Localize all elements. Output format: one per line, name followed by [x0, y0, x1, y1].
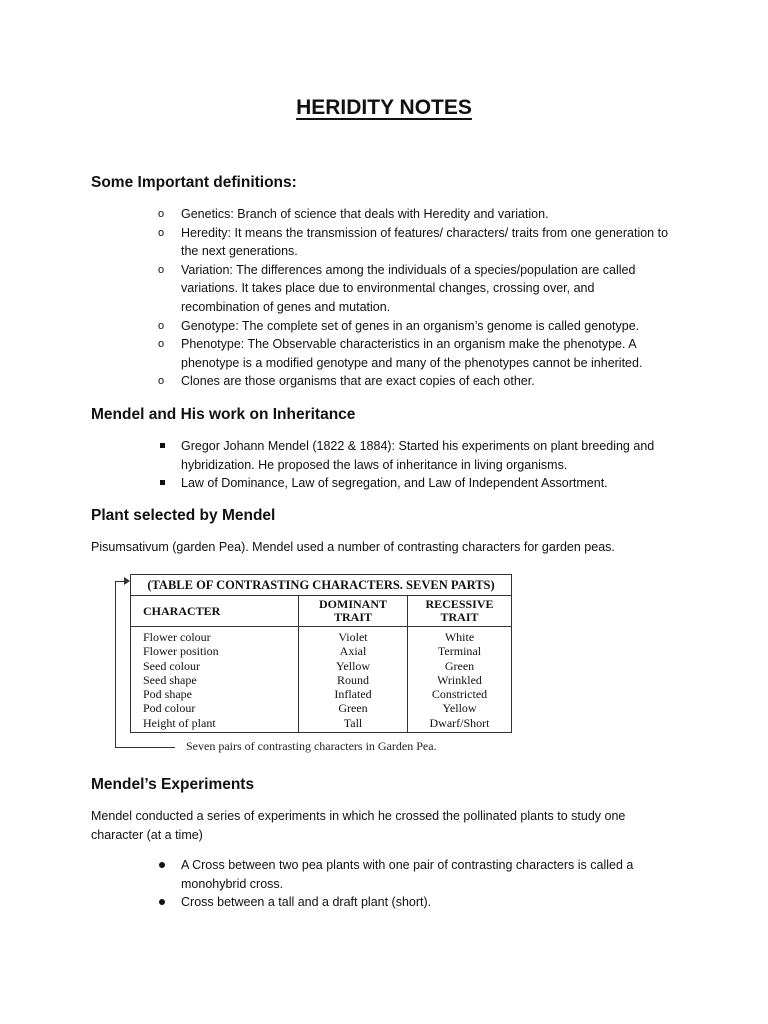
section-heading-plant: Plant selected by Mendel: [91, 507, 276, 524]
table-cell: Wrinkled: [408, 673, 512, 687]
table-cell: Dwarf/Short: [408, 716, 512, 733]
table-cell: Seed shape: [131, 673, 299, 687]
table-row: [131, 687, 512, 701]
figure-caption: Seven pairs of contrasting characters in Garden Pea.: [186, 739, 437, 753]
table-cell: Flower position: [131, 644, 299, 658]
figure-bracket-line: [115, 747, 175, 748]
table-cell: White: [408, 627, 512, 645]
section-heading-mendel: Mendel and His work on Inheritance: [91, 406, 356, 423]
figure-bracket-line: [115, 581, 116, 747]
page-title: HERIDITY NOTES: [296, 96, 472, 119]
table-header-character: CHARACTER: [131, 596, 299, 627]
list-item: o Clones are those organisms that are exact copies of each other.: [181, 372, 671, 391]
experiments-list: [181, 856, 671, 912]
list-item: o Heredity: It means the transmission of features/ characters/ traits from one generation to the next generations.: [181, 224, 671, 261]
table-caption: (TABLE OF CONTRASTING CHARACTERS. SEVEN PARTS): [131, 575, 512, 596]
table-cell: Violet: [299, 627, 408, 645]
table-row: [131, 659, 512, 673]
table-cell: Height of plant: [131, 716, 299, 733]
list-item: Cross between a tall and a draft plant (short).: [181, 893, 671, 912]
table-row: [131, 716, 512, 733]
mendel-list: [181, 437, 671, 493]
table-header-recessive: RECESSIVE TRAIT: [408, 596, 512, 627]
list-item: o Genotype: The complete set of genes in an organism’s genome is called genotype.: [181, 317, 671, 336]
table-cell: Pod shape: [131, 687, 299, 701]
list-item: A Cross between two pea plants with one pair of contrasting characters is called a monohybrid cross.: [181, 856, 671, 893]
table-cell: Seed colour: [131, 659, 299, 673]
table-cell: Green: [408, 659, 512, 673]
table-row: [131, 673, 512, 687]
table-cell: Constricted: [408, 687, 512, 701]
list-item: Gregor Johann Mendel (1822 & 1884): Started his experiments on plant breeding and hybridization. He proposed the laws of inheritance in living organisms.: [181, 437, 671, 474]
table-row: [131, 644, 512, 658]
table-cell: Axial: [299, 644, 408, 658]
plant-paragraph: Pisumsativum (garden Pea). Mendel used a number of contrasting characters for garden peas.: [91, 540, 615, 554]
contrasting-characters-figure: [115, 574, 515, 754]
table-cell: Round: [299, 673, 408, 687]
contrasting-characters-table: [130, 574, 512, 733]
table-header-dominant: DOMINANT TRAIT: [299, 596, 408, 627]
section-heading-experiments: Mendel’s Experiments: [91, 776, 255, 793]
list-item: o Variation: The differences among the individuals of a species/population are called variations. It takes place due to environmental changes, crossing over, and recombination of genes and mutation.: [181, 261, 671, 317]
table-cell: Flower colour: [131, 627, 299, 645]
section-heading-definitions: Some Important definitions:: [91, 174, 297, 191]
list-item: o Genetics: Branch of science that deals with Heredity and variation.: [181, 205, 671, 224]
list-item: o Phenotype: The Observable characteristics in an organism make the phenotype. A phenotype is a modified genotype and many of the phenotypes cannot be inherited.: [181, 335, 671, 372]
table-cell: Tall: [299, 716, 408, 733]
table-cell: Inflated: [299, 687, 408, 701]
definitions-list: [181, 205, 671, 391]
list-item: Law of Dominance, Law of segregation, and Law of Independent Assortment.: [181, 474, 671, 493]
table-cell: Pod colour: [131, 701, 299, 715]
experiments-paragraph: Mendel conducted a series of experiments in which he crossed the pollinated plants to study one character (at a time): [91, 809, 626, 842]
table-row: [131, 627, 512, 645]
table-cell: Yellow: [299, 659, 408, 673]
table-cell: Yellow: [408, 701, 512, 715]
table-row: [131, 701, 512, 715]
table-cell: Green: [299, 701, 408, 715]
table-cell: Terminal: [408, 644, 512, 658]
